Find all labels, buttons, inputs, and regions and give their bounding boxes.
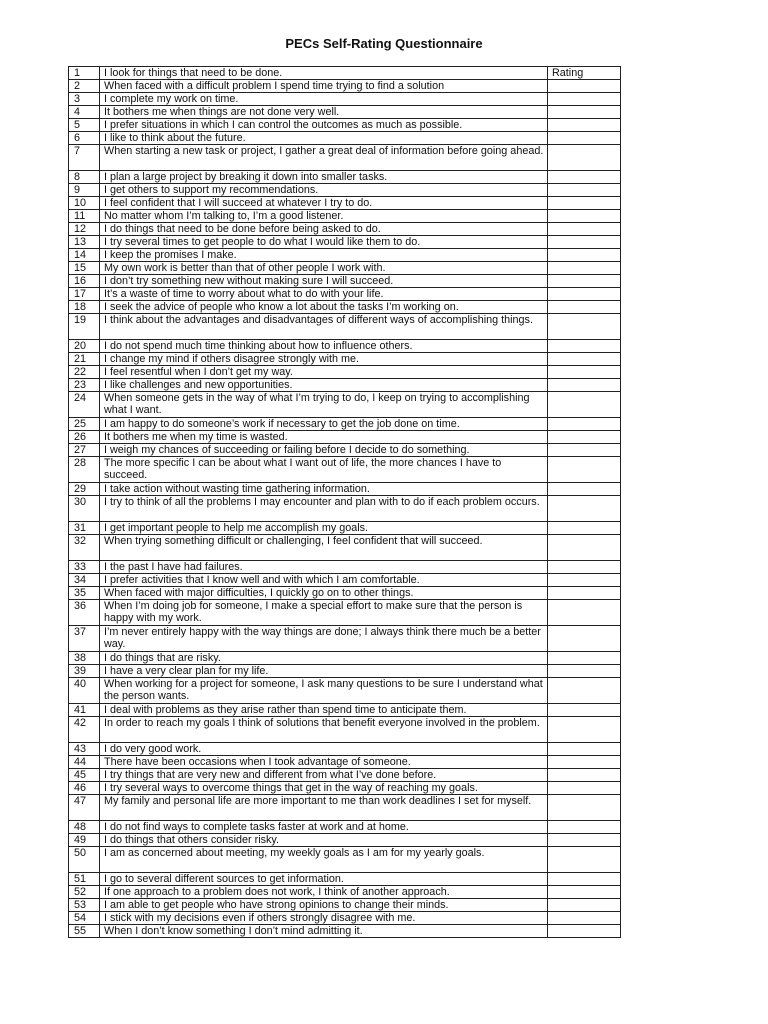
- rating-cell[interactable]: [548, 899, 621, 912]
- table-row: [69, 600, 621, 626]
- rating-cell[interactable]: [548, 275, 621, 288]
- item-statement: I try to think of all the problems I may encounter and plan with to do if each problem occurs.: [100, 496, 548, 522]
- rating-cell[interactable]: [548, 366, 621, 379]
- rating-cell[interactable]: [548, 561, 621, 574]
- item-statement: I feel resentful when I don’t get my way.: [100, 366, 548, 379]
- rating-cell[interactable]: [548, 210, 621, 223]
- item-statement: I have a very clear plan for my life.: [100, 665, 548, 678]
- table-row: [69, 834, 621, 847]
- rating-cell[interactable]: [548, 756, 621, 769]
- item-statement: It bothers me when things are not done very well.: [100, 106, 548, 119]
- rating-cell[interactable]: [548, 912, 621, 925]
- item-statement: When someone gets in the way of what I’m trying to do, I keep on trying to accomplishing what I want.: [100, 392, 548, 418]
- item-statement: I do very good work.: [100, 743, 548, 756]
- questionnaire-body: [69, 67, 621, 938]
- rating-cell[interactable]: [548, 717, 621, 743]
- item-statement: When working for a project for someone, I ask many questions to be sure I understand what the person wants.: [100, 678, 548, 704]
- item-number: 40: [69, 678, 100, 704]
- item-number: 21: [69, 353, 100, 366]
- rating-cell[interactable]: [548, 652, 621, 665]
- item-number: 27: [69, 444, 100, 457]
- table-row: [69, 340, 621, 353]
- table-row: [69, 626, 621, 652]
- rating-cell[interactable]: [548, 119, 621, 132]
- rating-cell[interactable]: [548, 301, 621, 314]
- table-row: [69, 223, 621, 236]
- table-row: [69, 522, 621, 535]
- table-row: [69, 535, 621, 561]
- rating-cell[interactable]: [548, 418, 621, 431]
- item-statement: I am as concerned about meeting, my weekly goals as I am for my yearly goals.: [100, 847, 548, 873]
- item-number: 50: [69, 847, 100, 873]
- page-title: PECs Self-Rating Questionnaire: [285, 36, 483, 51]
- table-row: [69, 457, 621, 483]
- item-number: 17: [69, 288, 100, 301]
- item-number: 22: [69, 366, 100, 379]
- item-number: 51: [69, 873, 100, 886]
- table-row: [69, 288, 621, 301]
- table-row: [69, 314, 621, 340]
- item-statement: When trying something difficult or challenging, I feel confident that will succeed.: [100, 535, 548, 561]
- item-number: 32: [69, 535, 100, 561]
- item-statement: It bothers me when my time is wasted.: [100, 431, 548, 444]
- item-number: 47: [69, 795, 100, 821]
- table-row: [69, 561, 621, 574]
- rating-cell[interactable]: [548, 197, 621, 210]
- rating-cell[interactable]: [548, 314, 621, 340]
- table-row: [69, 652, 621, 665]
- rating-cell[interactable]: [548, 665, 621, 678]
- table-row: [69, 743, 621, 756]
- rating-cell[interactable]: [548, 457, 621, 483]
- table-row: [69, 392, 621, 418]
- item-statement: I plan a large project by breaking it down into smaller tasks.: [100, 171, 548, 184]
- item-statement: I think about the advantages and disadvantages of different ways of accomplishing things.: [100, 314, 548, 340]
- item-number: 55: [69, 925, 100, 938]
- table-row: [69, 418, 621, 431]
- item-number: 49: [69, 834, 100, 847]
- item-statement: I the past I have had failures.: [100, 561, 548, 574]
- item-statement: I prefer activities that I know well and with which I am comfortable.: [100, 574, 548, 587]
- rating-cell[interactable]: [548, 80, 621, 93]
- table-row: [69, 171, 621, 184]
- item-number: 12: [69, 223, 100, 236]
- table-row: [69, 106, 621, 119]
- table-row: [69, 249, 621, 262]
- rating-cell[interactable]: [548, 626, 621, 652]
- item-number: 53: [69, 899, 100, 912]
- table-row: [69, 262, 621, 275]
- item-statement: I do not find ways to complete tasks faster at work and at home.: [100, 821, 548, 834]
- item-number: 41: [69, 704, 100, 717]
- table-row: [69, 184, 621, 197]
- item-statement: The more specific I can be about what I want out of life, the more chances I have to succeed.: [100, 457, 548, 483]
- rating-cell[interactable]: [548, 340, 621, 353]
- item-number: 33: [69, 561, 100, 574]
- rating-cell[interactable]: [548, 782, 621, 795]
- rating-cell[interactable]: [548, 886, 621, 899]
- rating-cell[interactable]: [548, 288, 621, 301]
- item-number: 6: [69, 132, 100, 145]
- item-statement: When starting a new task or project, I gather a great deal of information before going ahead.: [100, 145, 548, 171]
- rating-cell[interactable]: [548, 392, 621, 418]
- table-row: [69, 431, 621, 444]
- rating-cell[interactable]: [548, 353, 621, 366]
- table-row: [69, 353, 621, 366]
- item-statement: In order to reach my goals I think of solutions that benefit everyone involved in the problem.: [100, 717, 548, 743]
- item-statement: I deal with problems as they arise rather than spend time to anticipate them.: [100, 704, 548, 717]
- rating-cell[interactable]: [548, 145, 621, 171]
- rating-cell[interactable]: [548, 496, 621, 522]
- item-number: 23: [69, 379, 100, 392]
- rating-cell[interactable]: [548, 704, 621, 717]
- table-row: [69, 236, 621, 249]
- rating-cell[interactable]: [548, 236, 621, 249]
- rating-cell[interactable]: [548, 262, 621, 275]
- item-number: 43: [69, 743, 100, 756]
- rating-cell[interactable]: [548, 873, 621, 886]
- item-number: 48: [69, 821, 100, 834]
- rating-cell[interactable]: [548, 925, 621, 938]
- item-statement: When faced with major difficulties, I quickly go on to other things.: [100, 587, 548, 600]
- item-statement: I change my mind if others disagree strongly with me.: [100, 353, 548, 366]
- table-row: [69, 119, 621, 132]
- item-statement: I get others to support my recommendations.: [100, 184, 548, 197]
- item-number: 20: [69, 340, 100, 353]
- item-number: 25: [69, 418, 100, 431]
- item-statement: I keep the promises I make.: [100, 249, 548, 262]
- rating-cell[interactable]: [548, 600, 621, 626]
- item-number: 42: [69, 717, 100, 743]
- item-number: 37: [69, 626, 100, 652]
- item-number: 28: [69, 457, 100, 483]
- table-row: [69, 873, 621, 886]
- item-statement: I like to think about the future.: [100, 132, 548, 145]
- rating-cell[interactable]: [548, 795, 621, 821]
- table-row: [69, 145, 621, 171]
- rating-cell[interactable]: [548, 743, 621, 756]
- questionnaire-table: [68, 66, 621, 938]
- rating-cell[interactable]: [548, 379, 621, 392]
- item-number: 9: [69, 184, 100, 197]
- table-row: [69, 587, 621, 600]
- item-number: 13: [69, 236, 100, 249]
- table-row: [69, 366, 621, 379]
- table-row: [69, 795, 621, 821]
- item-statement: If one approach to a problem does not work, I think of another approach.: [100, 886, 548, 899]
- item-statement: I feel confident that I will succeed at whatever I try to do.: [100, 197, 548, 210]
- rating-cell[interactable]: [548, 444, 621, 457]
- item-statement: When I don’t know something I don’t mind admitting it.: [100, 925, 548, 938]
- rating-cell[interactable]: [548, 834, 621, 847]
- table-row: [69, 899, 621, 912]
- item-number: 16: [69, 275, 100, 288]
- item-statement: I like challenges and new opportunities.: [100, 379, 548, 392]
- item-statement: No matter whom I’m talking to, I’m a good listener.: [100, 210, 548, 223]
- rating-cell[interactable]: [548, 223, 621, 236]
- item-number: 15: [69, 262, 100, 275]
- item-number: 39: [69, 665, 100, 678]
- item-statement: I do not spend much time thinking about how to influence others.: [100, 340, 548, 353]
- table-row: [69, 574, 621, 587]
- table-row: [69, 80, 621, 93]
- rating-cell[interactable]: [548, 483, 621, 496]
- item-statement: I prefer situations in which I can control the outcomes as much as possible.: [100, 119, 548, 132]
- item-number: 11: [69, 210, 100, 223]
- table-row: [69, 678, 621, 704]
- item-number: 34: [69, 574, 100, 587]
- item-statement: I weigh my chances of succeeding or failing before I decide to do something.: [100, 444, 548, 457]
- item-number: 7: [69, 145, 100, 171]
- item-number: 19: [69, 314, 100, 340]
- table-row: [69, 275, 621, 288]
- rating-cell[interactable]: [548, 574, 621, 587]
- rating-cell[interactable]: [548, 93, 621, 106]
- table-row: [69, 197, 621, 210]
- rating-header: Rating: [548, 67, 621, 80]
- table-row: [69, 483, 621, 496]
- item-statement: I don’t try something new without making sure I will succeed.: [100, 275, 548, 288]
- table-row: [69, 67, 621, 80]
- item-statement: It’s a waste of time to worry about what to do with your life.: [100, 288, 548, 301]
- rating-cell[interactable]: [548, 587, 621, 600]
- table-row: [69, 132, 621, 145]
- table-row: [69, 704, 621, 717]
- item-statement: I take action without wasting time gathering information.: [100, 483, 548, 496]
- rating-cell[interactable]: [548, 821, 621, 834]
- item-statement: I get important people to help me accomplish my goals.: [100, 522, 548, 535]
- item-number: 2: [69, 80, 100, 93]
- item-statement: I do things that others consider risky.: [100, 834, 548, 847]
- item-number: 8: [69, 171, 100, 184]
- rating-cell[interactable]: [548, 132, 621, 145]
- item-number: 5: [69, 119, 100, 132]
- item-number: 29: [69, 483, 100, 496]
- item-statement: I do things that are risky.: [100, 652, 548, 665]
- table-row: [69, 379, 621, 392]
- item-statement: There have been occasions when I took advantage of someone.: [100, 756, 548, 769]
- rating-cell[interactable]: [548, 106, 621, 119]
- rating-cell[interactable]: [548, 184, 621, 197]
- item-number: 36: [69, 600, 100, 626]
- item-number: 1: [69, 67, 100, 80]
- item-number: 54: [69, 912, 100, 925]
- table-row: [69, 782, 621, 795]
- item-number: 31: [69, 522, 100, 535]
- rating-cell[interactable]: [548, 171, 621, 184]
- item-statement: When I’m doing job for someone, I make a special effort to make sure that the person is happy with my work.: [100, 600, 548, 626]
- rating-cell[interactable]: [548, 535, 621, 561]
- table-row: [69, 756, 621, 769]
- item-number: 26: [69, 431, 100, 444]
- table-row: [69, 925, 621, 938]
- item-number: 44: [69, 756, 100, 769]
- rating-cell[interactable]: [548, 847, 621, 873]
- item-statement: My own work is better than that of other people I work with.: [100, 262, 548, 275]
- table-row: [69, 93, 621, 106]
- item-statement: When faced with a difficult problem I spend time trying to find a solution: [100, 80, 548, 93]
- table-row: [69, 717, 621, 743]
- rating-cell[interactable]: [548, 678, 621, 704]
- item-number: 52: [69, 886, 100, 899]
- item-statement: I try several times to get people to do what I would like them to do.: [100, 236, 548, 249]
- table-row: [69, 444, 621, 457]
- item-number: 30: [69, 496, 100, 522]
- item-statement: I try things that are very new and different from what I’ve done before.: [100, 769, 548, 782]
- table-row: [69, 886, 621, 899]
- table-row: [69, 821, 621, 834]
- item-statement: My family and personal life are more important to me than work deadlines I set for myself.: [100, 795, 548, 821]
- item-statement: I’m never entirely happy with the way things are done; I always think there much be a better way.: [100, 626, 548, 652]
- item-number: 10: [69, 197, 100, 210]
- item-statement: I am able to get people who have strong opinions to change their minds.: [100, 899, 548, 912]
- item-statement: I look for things that need to be done.: [100, 67, 548, 80]
- item-statement: I seek the advice of people who know a lot about the tasks I’m working on.: [100, 301, 548, 314]
- table-row: [69, 210, 621, 223]
- item-number: 3: [69, 93, 100, 106]
- item-number: 14: [69, 249, 100, 262]
- rating-cell[interactable]: [548, 431, 621, 444]
- item-number: 46: [69, 782, 100, 795]
- item-number: 4: [69, 106, 100, 119]
- item-number: 45: [69, 769, 100, 782]
- table-row: [69, 496, 621, 522]
- item-number: 38: [69, 652, 100, 665]
- rating-cell[interactable]: [548, 249, 621, 262]
- table-row: [69, 665, 621, 678]
- item-statement: I go to several different sources to get information.: [100, 873, 548, 886]
- item-statement: I try several ways to overcome things that get in the way of reaching my goals.: [100, 782, 548, 795]
- item-statement: I am happy to do someone’s work if necessary to get the job done on time.: [100, 418, 548, 431]
- table-row: [69, 769, 621, 782]
- rating-cell[interactable]: [548, 769, 621, 782]
- table-row: [69, 847, 621, 873]
- item-statement: I stick with my decisions even if others strongly disagree with me.: [100, 912, 548, 925]
- item-number: 18: [69, 301, 100, 314]
- item-number: 35: [69, 587, 100, 600]
- table-row: [69, 301, 621, 314]
- item-number: 24: [69, 392, 100, 418]
- rating-cell[interactable]: [548, 522, 621, 535]
- item-statement: I do things that need to be done before being asked to do.: [100, 223, 548, 236]
- item-statement: I complete my work on time.: [100, 93, 548, 106]
- table-row: [69, 912, 621, 925]
